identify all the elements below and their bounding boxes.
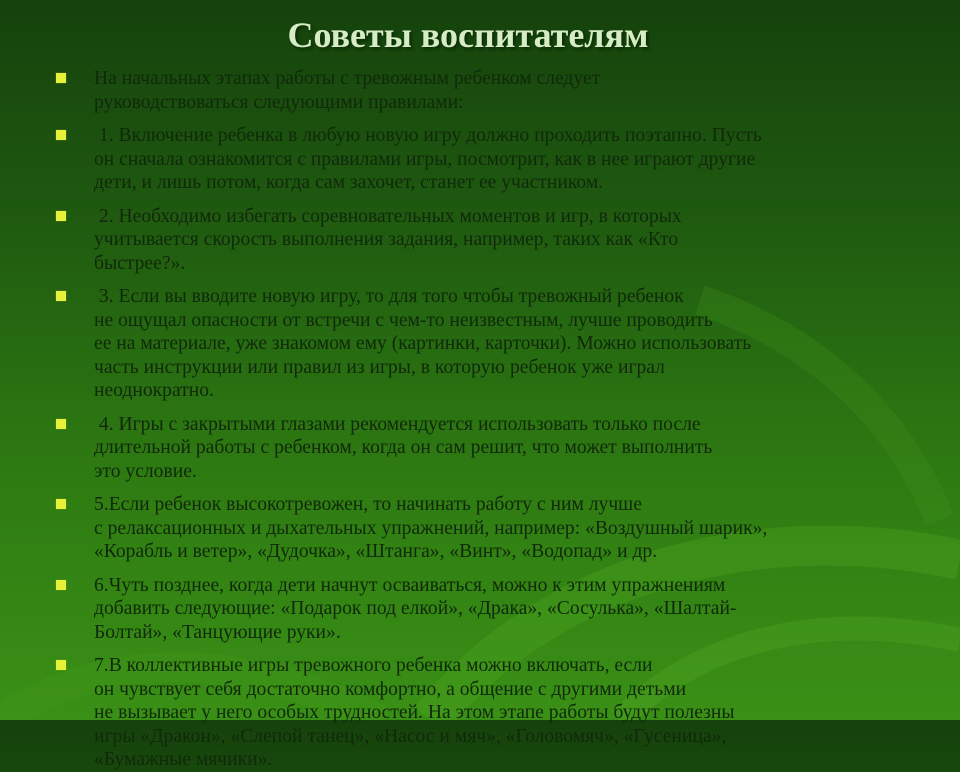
list-item [56,654,906,772]
square-bullet-icon [56,419,66,429]
slide-title: Советы воспитателям [287,15,649,55]
square-bullet-icon [56,499,66,509]
list-item-text: 7.В коллективные игры тревожного ребенка можно включать, если он чувствует себя достаточно комфортно, а общение с другими детьми не вызывает у него особых трудностей. На этом этапе работы будут полезны игры «Дракон», «Слепой танец», «Насос и мяч», «Головомяч», «Гусеница», «Бумажные мячики». [94,655,735,770]
list-item-text: На начальных этапах работы с тревожным ребенком следует руководствоваться следующими правилами: [94,68,601,113]
list-item-text: 6.Чуть позднее, когда дети начнут осваиваться, можно к этим упражнениям добавить следующие: «Подарок под елкой», «Драка», «Сосулька», «Шалтай- Болтай», «Танцующие руки». [94,574,737,643]
list-item [56,67,906,114]
list-item [56,574,906,645]
list-item-text: 4. Игры с закрытыми глазами рекомендуется использовать только после длительной работы с ребенком, когда он сам решит, что может выполнить это условие. [94,413,713,482]
list-item-text: 1. Включение ребенка в любую новую игру должно проходить поэтапно. Пусть он сначала ознакомится с правилами игры, посмотрит, как в нее играют другие дети, и лишь потом, когда сам захочет, станет ее участником. [94,125,762,193]
square-bullet-icon [56,73,66,83]
list-item-text: 3. Если вы вводите новую игру, то для того чтобы тревожный ребенок не ощущал опасности от встречи с чем-то неизвестным, лучше проводить ее на материале, уже знакомом ему (картинки, карточки). Можно использовать часть инструкции или правил из игры, в которую ребенок уже играл неоднократно. [94,286,752,401]
list-item [56,493,906,564]
list-item-text: 5.Если ребенок высокотревожен, то начинать работу с ним лучше с релаксационных и дыхательных упражнений, например: «Воздушный шарик», «Корабль и ветер», «Дудочка», «Штанга», «Винт», «Водопад» и др. [94,494,768,562]
square-bullet-icon [56,291,66,301]
square-bullet-icon [56,660,66,670]
list-item [56,413,906,484]
list-item [56,285,906,403]
square-bullet-icon [56,130,66,140]
square-bullet-icon [56,580,66,590]
bullet-list [56,67,906,772]
list-item [56,205,906,276]
square-bullet-icon [56,211,66,221]
list-item [56,124,906,195]
list-item-text: 2. Необходимо избегать соревновательных моментов и игр, в которых учитывается скорость выполнения задания, например, таких как «Кто быстрее?». [94,205,682,274]
